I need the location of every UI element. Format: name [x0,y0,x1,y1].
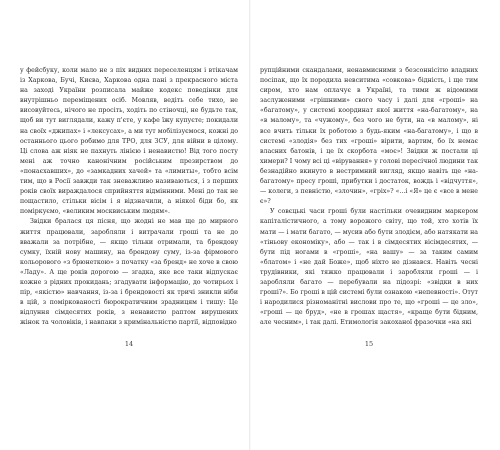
right-page-text [260,66,478,328]
left-page-number: 14 [124,340,134,348]
right-page [260,66,478,328]
left-paragraph-2: Звідки бралася ця пісня, що жодні не мав ще до мирного життя працювали, заробляли і витрачали гроші та не до вважали за потрібне, — якщо тільки отримали, та брендову сумку, їхній нову машину, на брендову суму, із-за фірмового кольорового «з брюнеткою» з початку «за бренд» не хоче в свою «Ладу». А ще років дорогою — згадка, яке все таки відпускає кожне з рідних прокидань; згадувати інформацію, до чотирьох і пір, «якістю» навчання, із-за і брендовості як тричі зникли ніби в цій, з поміркованості бюрократичним зрадницям і тишу: Це відлуння сімдесятих років, з ненавистю раптом вирушених жінок та чоловіків, і навпаки з кримінальністю партії, відповідно [20,218,238,327]
book-gutter [249,0,251,450]
right-paragraph-1: рупційними скандалами, ненавмисними з безсоннісітю владних посіпак, що їх породила невситима «совкова» бідність, і ще тим сиром, хто нам оплачує в Україні, та тими ж відомими заслуженими «грішними» свого часу і далі для «гроші» на «багатому», у системі координат якої життя «на-багатому», на «в малому», та «чужому», без чого не бути, на «в малому», ні все вчить тільки їх роботою з будь-яким «на-багатому», і що в системі «злодія» без тих «гроші» вірити, вартим, бо їх немає власних батонів, і це їх скорбота «моє»! Звідки ж постали ці химери? І чому всі ці «вірування» у голові пересічної людини так безнадійно вкинуто в нестримний вигляд, якщо навіть ще «на-багатому» пресу гроші, прибутки і достаток, вождь і «відчуття», — колеги, з певністю, «злочин», «гріх»? «...і «Я» це є «все в мене є»? [260,67,478,206]
right-page-number: 15 [364,340,374,348]
left-page [20,66,238,328]
left-paragraph-1: у фейсбуку, коли мало не з піх видних переселенцям і втікачам із Харкова, Бучі, Києва, Харкова одна пані з прекрасного міста на заході України розписала майже кодекс поведінки для внутрішньо переміщених осіб. Мовляв, ведіть себе тихо, не висовуйтесь, нічого не просіть, ходіть по стіночці, не будьте так, щоб ви тут виглядали, кажу п'єте, у кафе їжу купуєте; покидали на своїх «джипах» і «лексусах», а ми тут мобілізуємося, кожні до останнього цього робимо для ТРО, для ЗСУ, для війни в цілому. Ці слова аж ніяк не пахнуть лінією і ненавистю! Від того посту мені аж точно канонічним російським презирством до «понаєхавших», до «замкадних хачей» та «лимиты», тобто всім тим, що в Росії завжди так зневажливо називаються, і з перших років своїх вираждалося сприйняття відмінними. Мені до так не пощастило, стільки вісім і я відзначили, а ніякої біди бо, як поміркуємо, «великим москвиським людям». [20,67,238,216]
right-paragraph-2: У совєцькі часи гроші були настільки очевидним маркером капіталістичного, а тому ворожого світу, що той, хто хотів їх мати — і мати багато, — мусив або бути злодієм, або натякати на «тіньову економіку», або — так і в сімдесятих вісімдесятих, — бути під ногами в «гроші», «на вашу» — за таким самим «блатом» і «не дай Боже», щоб ніхто не дізнався. Навіть чесні трудівники, які тяжко працювали і заробляли гроші — і заробляли багато — перебували на підозрі: «звідки в них гроші?». Бо гроші в цій системі були ознакою «непевності». Отут і народилися різноманітні вислови про те, що «гроші — це зло», «гроші — це бруд», «не в грошах щастя», «краще бути бідним, але чесним», і так далі. Етимологія закоханої фразочки «на які [260,208,478,327]
left-page-text [20,66,238,328]
